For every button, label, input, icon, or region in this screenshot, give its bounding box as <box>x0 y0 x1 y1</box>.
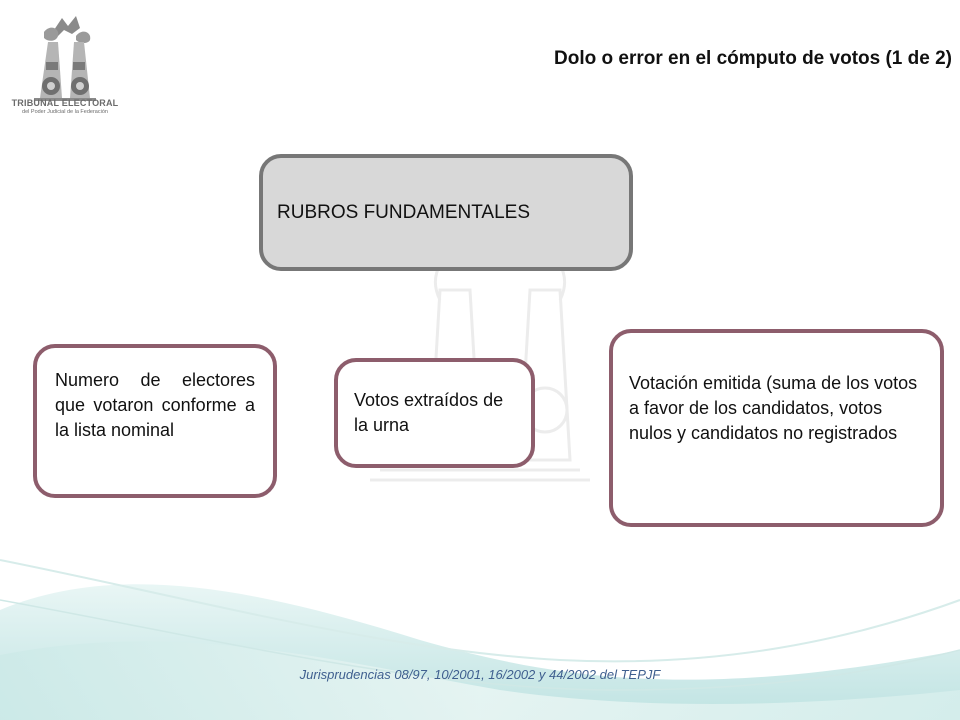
wave-decoration <box>0 560 960 720</box>
logo-subtitle: del Poder Judicial de la Federación <box>22 109 108 115</box>
header-box-label: RUBROS FUNDAMENTALES <box>277 202 531 223</box>
item-box-votos-extraidos <box>334 358 535 468</box>
item-box-electores <box>33 344 277 498</box>
item-text-votos-extraidos: Votos extraídos de la urna <box>354 390 504 435</box>
item-text-votacion-emitida: Votación emitida (suma de los votos a favor de los candidatos, votos nulos y candidatos no registrados <box>629 373 918 443</box>
logo-name: TRIBUNAL ELECTORAL <box>11 98 119 108</box>
item-text-electores: Numero de electores que votaron conforme a la lista nominal <box>55 370 255 440</box>
slide-title: Dolo o error en el cómputo de votos (1 de 2) <box>554 48 952 69</box>
item-box-votacion-emitida <box>609 329 944 527</box>
footer-citation: Jurisprudencias 08/97, 10/2001, 16/2002 y 44/2002 del TEPJF <box>299 667 661 682</box>
logo-caption <box>10 98 120 115</box>
header-box <box>259 154 633 271</box>
